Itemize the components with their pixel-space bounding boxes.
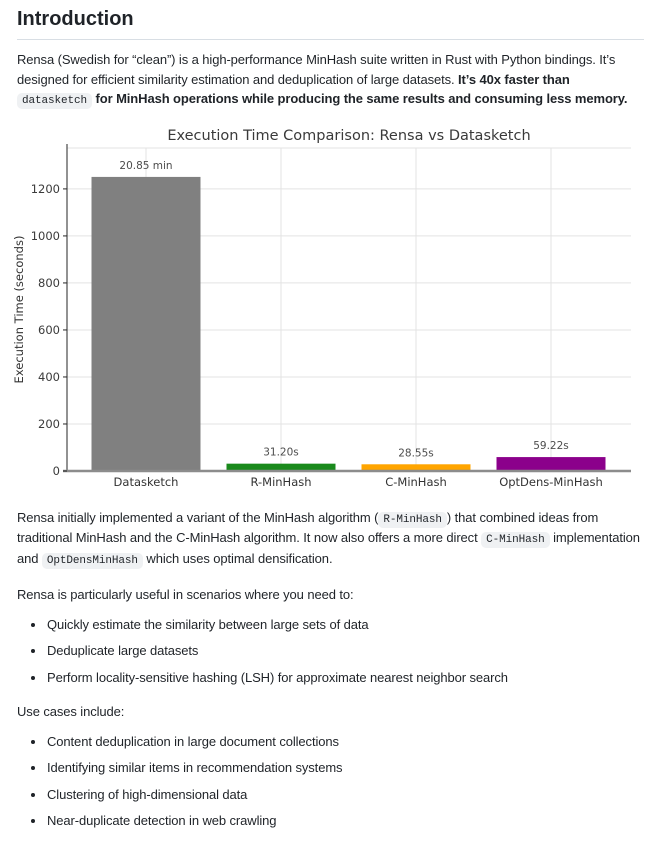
list-item: • Clustering of high-dimensional data	[46, 785, 644, 805]
y-tick-label: 1000	[30, 228, 60, 243]
text-segment: implementation and	[17, 530, 640, 566]
bar-optdens-minhash	[497, 457, 606, 471]
execution-time-chart	[9, 126, 644, 498]
use-cases-intro: Use cases include:	[17, 704, 125, 719]
y-tick-label: 800	[38, 275, 60, 290]
x-tick-label: Datasketch	[113, 474, 179, 489]
use-cases-list	[17, 732, 644, 831]
list-item: • Near-duplicate detection in web crawling	[46, 811, 644, 831]
y-axis-label: Execution Time (seconds)	[12, 235, 26, 383]
algorithm-paragraph	[17, 508, 644, 570]
bar-value-label: 31.20s	[263, 446, 299, 459]
y-tick-label: 600	[38, 322, 60, 337]
list-item: • Content deduplication in large document collections	[46, 732, 644, 752]
text-segment: Rensa (Swedish for “clean”) is a high-performance MinHash suite written in Rust with Python bindings. It’s designed for efficient similarity estimation and deduplication of large datasets.	[17, 52, 616, 87]
x-tick-label: C-MinHash	[385, 474, 447, 489]
page-title: Introduction	[17, 7, 644, 40]
text-segment: ) that combined ideas from traditional MinHash and the C-MinHash algorithm. It now also offers a more direct	[17, 509, 599, 545]
list-item: • Quickly estimate the similarity between large sets of data	[46, 615, 644, 635]
list-item: • Identifying similar items in recommendation systems	[46, 758, 644, 778]
x-tick-label: OptDens-MinHash	[499, 474, 603, 489]
list-item: • Deduplicate large datasets	[46, 641, 644, 661]
bar-value-label: 20.85 min	[119, 159, 173, 172]
y-tick-label: 1200	[30, 181, 60, 196]
y-tick-label: 400	[38, 369, 60, 384]
inline-code: OptDensMinHash	[42, 553, 143, 569]
text-segment: Rensa initially implemented a variant of the MinHash algorithm (	[17, 509, 379, 525]
bar-value-label: 59.22s	[533, 439, 569, 452]
inline-code: datasketch	[17, 93, 92, 109]
scenarios-list	[17, 615, 644, 688]
inline-code: R-MinHash	[378, 512, 447, 528]
intro-paragraph	[17, 50, 644, 110]
y-tick-label: 0	[52, 463, 60, 478]
y-tick-label: 200	[38, 416, 60, 431]
bar-datasketch	[92, 176, 201, 470]
bar-chart	[9, 126, 654, 498]
bold-text: It’s 40x faster than	[458, 71, 570, 87]
bar-value-label: 28.55s	[398, 446, 434, 459]
text-segment: which uses optimal densification.	[142, 550, 333, 566]
scenarios-intro: Rensa is particularly useful in scenarios where you need to:	[17, 587, 354, 602]
inline-code: C-MinHash	[481, 532, 550, 548]
list-item: • Perform locality-sensitive hashing (LSH) for approximate nearest neighbor search	[46, 668, 644, 688]
x-tick-label: R-MinHash	[250, 474, 312, 489]
bold-text: for MinHash operations while producing the same results and consuming less memory.	[92, 91, 628, 106]
chart-title: Execution Time Comparison: Rensa vs Datasketch	[167, 127, 531, 144]
